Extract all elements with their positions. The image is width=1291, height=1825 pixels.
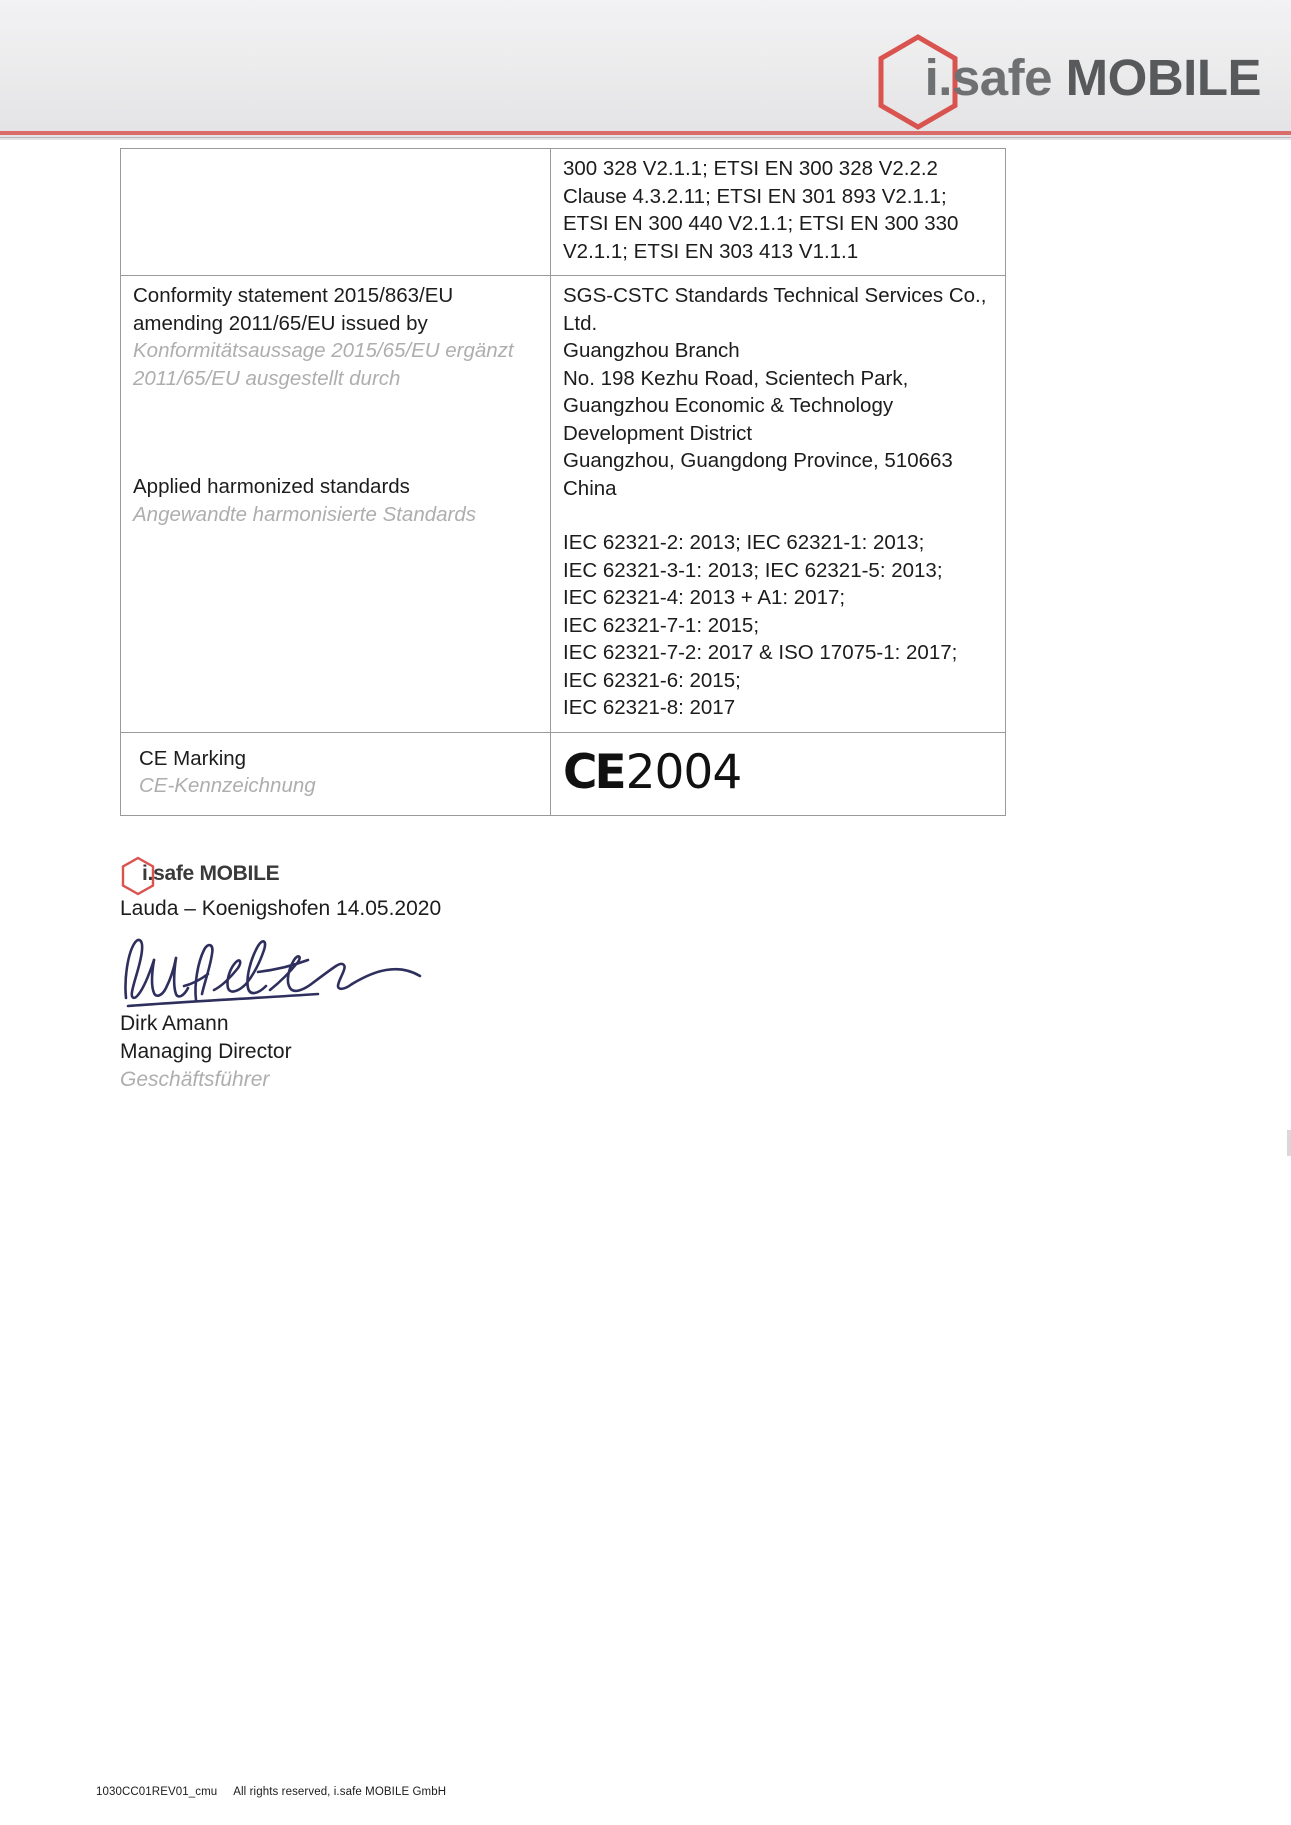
standard-line: IEC 62321-3-1: 2013; IEC 62321-5: 2013;	[563, 558, 943, 582]
issuer-address-line: No. 198 Kezhu Road, Scientech Park,	[563, 366, 909, 390]
signature-brand-text	[142, 862, 279, 886]
page-footer	[96, 1786, 446, 1798]
standards-continued-label-cell	[121, 149, 551, 276]
ce-marking-label-en: CE Marking	[139, 746, 247, 770]
conformity-body-cell	[551, 276, 1006, 733]
issuer-address-line: Development District	[563, 421, 753, 445]
signature-place-date: Lauda – Koenigshofen 14.05.2020	[120, 897, 442, 920]
cell-spacer	[563, 502, 995, 529]
page-header	[0, 0, 1291, 140]
standard-line: IEC 62321-8: 2017	[563, 696, 736, 719]
issuer-address-line: Guangzhou Economic & Technology	[563, 394, 894, 417]
handwritten-signature	[118, 928, 428, 1008]
cell-spacer	[133, 446, 540, 473]
footer-rights: All rights reserved, i.safe MOBILE GmbH	[233, 1786, 447, 1798]
signature-brand-suffix: MOBILE	[199, 862, 280, 885]
brand-logo	[875, 38, 1261, 118]
ce-marking-label-de: CE-Kennzeichnung	[139, 774, 316, 797]
standard-line: IEC 62321-7-2: 2017 & ISO 17075-1: 2017;	[563, 641, 958, 664]
harmonized-standards-list	[563, 529, 995, 722]
issuer-address-line: SGS-CSTC Standards Technical Services Co., Ltd.	[563, 284, 987, 335]
conformity-statement-de-line2: 2011/65/EU ausgestellt durch	[133, 366, 401, 390]
footer-doc-id: 1030CC01REV01_cmu	[96, 1786, 218, 1798]
conformity-statement-en-line2: amending 2011/65/EU issued by	[133, 311, 428, 335]
conformity-statement-de-line1: Konformitätsaussage 2015/65/EU ergänzt	[133, 339, 514, 362]
signatory-role-de: Geschäftsführer	[120, 1068, 270, 1091]
harmonized-standards-label-en: Applied harmonized standards	[133, 475, 410, 498]
signature-brand-prefix: i.safe	[142, 862, 194, 885]
standard-line: IEC 62321-6: 2015;	[563, 668, 741, 692]
ce-glyph: CE	[563, 744, 624, 800]
issuer-address-line: Guangzhou Branch	[563, 339, 740, 362]
brand-logo-text	[925, 50, 1261, 106]
ce-mark	[563, 745, 995, 801]
brand-logo-prefix: i.safe	[924, 49, 1052, 106]
standards-continued-value-cell: 300 328 V2.1.1; ETSI EN 300 328 V2.2.2 Clause 4.3.2.11; ETSI EN 301 893 V2.1.1; ETSI EN 300 440 V2.1.1; ETSI EN 300 330 V2.1.1; ETSI EN 303 413 V1.1.1	[551, 149, 1006, 276]
brand-logo-suffix: MOBILE	[1065, 49, 1261, 106]
table-row	[121, 276, 1006, 733]
page-edge-artifact	[1287, 1130, 1291, 1156]
ce-marking-value-cell	[551, 732, 1006, 815]
signatory-role-en: Managing Director	[120, 1040, 292, 1063]
conformity-statement-label-cell	[121, 276, 551, 733]
signature-block	[120, 856, 820, 1094]
header-gray-rule	[0, 137, 1291, 138]
signatory-name: Dirk Amann	[120, 1012, 229, 1035]
issuer-address-line: China	[563, 476, 617, 500]
header-red-rule	[0, 131, 1291, 135]
signature-brand-logo	[120, 856, 350, 890]
conformity-table	[120, 148, 1006, 816]
issuer-address-line: Guangzhou, Guangdong Province, 510663	[563, 449, 953, 472]
issuer-address	[563, 282, 995, 502]
standard-line: IEC 62321-2: 2013; IEC 62321-1: 2013;	[563, 531, 925, 554]
cell-spacer	[133, 392, 540, 419]
table-row	[121, 732, 1006, 815]
cell-spacer	[133, 419, 540, 446]
table-row	[121, 149, 1006, 276]
ce-marking-label-cell	[121, 732, 551, 815]
ce-notified-body-number: 2004	[625, 744, 742, 800]
standard-line: IEC 62321-7-1: 2015;	[563, 613, 760, 637]
conformity-statement-en-line1: Conformity statement 2015/863/EU	[133, 284, 454, 307]
harmonized-standards-label-de: Angewandte harmonisierte Standards	[133, 502, 477, 526]
standard-line: IEC 62321-4: 2013 + A1: 2017;	[563, 586, 846, 609]
